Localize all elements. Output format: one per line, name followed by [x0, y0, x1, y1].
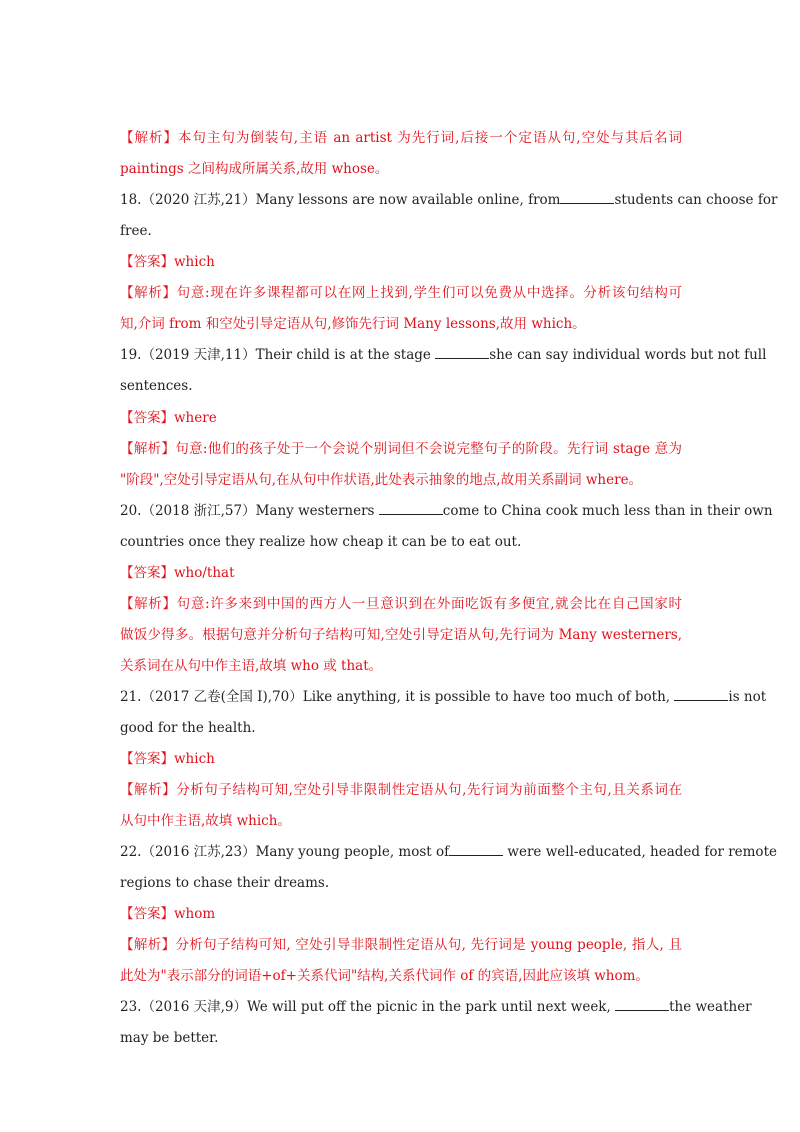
- question-21-line-2: good for the health.: [120, 720, 256, 736]
- question-21-line-1: [120, 687, 767, 707]
- answer-21: 【答案】which: [120, 751, 215, 767]
- question-22-line-2: regions to chase their dreams.: [120, 875, 330, 891]
- question-19-text-b: she can say individual words but not full: [489, 347, 767, 363]
- question-23-text-b: the weather: [669, 999, 752, 1015]
- question-20-blank: [379, 502, 443, 515]
- question-22-text-a: 22.（2016 江苏,23）Many young people, most of: [120, 844, 450, 860]
- question-21-text-a: 21.（2017 乙卷(全国 I),70）Like anything, it is possible to have too much of both,: [120, 689, 675, 705]
- explanation-22-line-1: 【解析】分析句子结构可知, 空处引导非限制性定语从句, 先行词是 young people, 指人, 且: [120, 937, 682, 953]
- explanation-20-line-3: 关系词在从句中作主语,故填 who 或 that。: [120, 658, 383, 674]
- question-19-line-2: sentences.: [120, 378, 193, 394]
- question-19-line-1: [120, 345, 767, 365]
- question-18-blank: [560, 191, 614, 204]
- question-18-text-b: students can choose for: [614, 192, 778, 208]
- explanation-20-line-1: 【解析】句意:许多来到中国的西方人一旦意识到在外面吃饭有多便宜,就会比在自己国家时: [120, 596, 682, 612]
- answer-22: 【答案】whom: [120, 906, 216, 922]
- question-21-blank: [674, 688, 728, 701]
- question-22-blank: [449, 843, 503, 856]
- question-18-line-2: free.: [120, 223, 152, 239]
- explanation-20-line-2: 做饭少得多。根据句意并分析句子结构可知,空处引导定语从句,先行词为 Many westerners,: [120, 627, 682, 643]
- question-23-blank: [615, 998, 669, 1011]
- explanation-17-line-2: paintings 之间构成所属关系,故用 whose。: [120, 161, 389, 177]
- question-18-line-1: [120, 190, 778, 210]
- explanation-19-line-1: 【解析】句意:他们的孩子处于一个会说个别词但不会说完整句子的阶段。先行词 stage 意为: [120, 441, 682, 457]
- explanation-21-line-1: 【解析】分析句子结构可知,空处引导非限制性定语从句,先行词为前面整个主句,且关系词在: [120, 782, 682, 798]
- question-23-line-1: [120, 997, 752, 1017]
- explanation-18-line-2: 知,介词 from 和空处引导定语从句,修饰先行词 Many lessons,故用 which。: [120, 316, 586, 332]
- question-23-text-a: 23.（2016 天津,9）We will put off the picnic in the park until next week,: [120, 999, 616, 1015]
- question-23-line-2: may be better.: [120, 1030, 219, 1046]
- question-19-text-a: 19.（2019 天津,11）Their child is at the stage: [120, 347, 436, 363]
- answer-19: 【答案】where: [120, 410, 217, 426]
- question-20-text-a: 20.（2018 浙江,57）Many westerners: [120, 503, 379, 519]
- question-20-line-2: countries once they realize how cheap it can be to eat out.: [120, 534, 522, 550]
- question-21-text-b: is not: [728, 689, 767, 705]
- explanation-22-line-2: 此处为"表示部分的词语+of+关系代词"结构,关系代词作 of 的宾语,因此应该填 whom。: [120, 968, 649, 984]
- explanation-21-line-2: 从句中作主语,故填 which。: [120, 813, 291, 829]
- answer-20: 【答案】who/that: [120, 565, 235, 581]
- question-19-blank: [435, 346, 489, 359]
- question-22-text-b: were well-educated, headed for remote: [503, 844, 777, 860]
- explanation-19-line-2: "阶段",空处引导定语从句,在从句中作状语,此处表示抽象的地点,故用关系副词 where。: [120, 472, 643, 488]
- question-18-text-a: 18.（2020 江苏,21）Many lessons are now available online, from: [120, 192, 561, 208]
- question-20-text-b: come to China cook much less than in their own: [442, 503, 773, 519]
- question-20-line-1: [120, 501, 773, 521]
- question-22-line-1: [120, 842, 777, 862]
- explanation-18-line-1: 【解析】句意:现在许多课程都可以在网上找到,学生们可以免费从中选择。分析该句结构可: [120, 285, 682, 301]
- explanation-17-line-1: 【解析】本句主句为倒装句,主语 an artist 为先行词,后接一个定语从句,空处与其后名词: [120, 130, 682, 146]
- answer-18: 【答案】which: [120, 254, 215, 270]
